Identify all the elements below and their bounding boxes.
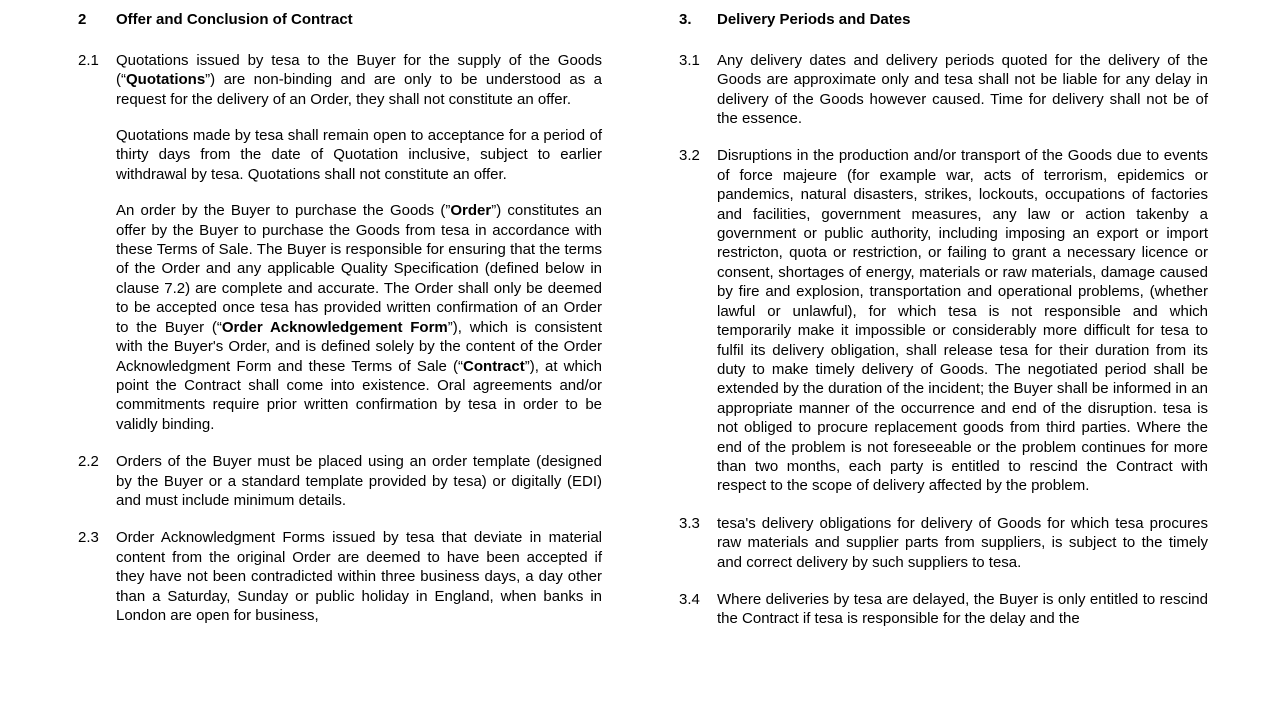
section-heading-3-number: 3. [679, 11, 692, 29]
text-run: Orders of the Buyer must be placed using an order template (designed by the Buyer or a standard template provided by tesa) or digitally (EDI) and must include minimum details. [116, 453, 602, 509]
section-heading-2-title: Offer and Conclusion of Contract [116, 11, 353, 29]
paragraph [717, 514, 1208, 572]
text-run: Disruptions in the production and/or transport of the Goods due to events of force majeure (for example war, acts of terrorism, epidemics or pandemics, natural disasters, strikes, lockouts, occupations of factories and facilities, government measures, any law or action takenby a government or public authority, including imposing an export or import restricton, quota or restriction, or failing to grant a necessary licence or consent, shortages of energy, materials or raw materials, damage caused by fire and explosion, transportation and operational problems, (whether lawful or unlawful), for which tesa is not responsible and which temporarily make it impossible or considerably more difficult for tesa to fulfil its delivery obligation, shall release tesa for their duration from its duty to make timely delivery of Goods. The negotiated period shall be extended by the duration of the incident; the Buyer shall be informed in an appropriate manner of the occurrence and end of the disruption. tesa is not obliged to procure replacement goods from third parties. Where the end of the problem is not foreseeable or the problem continues for more than two months, each party is entitled to rescind the Contract with respect to the scope of delivery affected by the problem. [717, 147, 1208, 495]
section-heading-3-title: Delivery Periods and Dates [717, 11, 911, 29]
clause-2-2-body [116, 452, 602, 510]
clause-2-1 [78, 51, 602, 434]
clause-2-1-body [116, 51, 602, 434]
clause-2-3 [78, 528, 602, 625]
clause-3-2-body [717, 146, 1208, 495]
clause-3-1-body [717, 51, 1208, 129]
clause-3-3-number: 3.3 [679, 514, 700, 532]
clause-3-2 [679, 146, 1208, 495]
text-run: Order Acknowledgment Forms issued by tesa that deviate in material content from the original Order are deemed to have been accepted if they have not been contradicted within three business days, a day other than a Saturday, Sunday or public holiday in England, when banks in London are open for business, [116, 529, 602, 624]
right-text-column [640, 0, 1280, 647]
paragraph [116, 528, 602, 625]
defined-term: Order Acknowledgement Form [221, 318, 448, 336]
text-run: Any delivery dates and delivery periods quoted for the delivery of the Goods are approximate only and tesa shall not be liable for any delay in delivery of the Goods however caused. Time for delivery shall not be of the essence. [717, 51, 1208, 128]
clause-3-1 [679, 51, 1208, 129]
section-heading-3 [679, 10, 1208, 29]
clause-2-2 [78, 452, 602, 510]
text-run: ”) constitutes an offer by the Buyer to purchase the Goods from tesa in accordance with these Terms of Sale. The Buyer is responsible for ensuring that the terms of the Order and any applicable Quality Specification (defined below in clause 7.2) are complete and accurate. The Order shall only be deemed to be accepted once tesa has provided written confirmation of an Order to the Buyer (“ [116, 202, 602, 336]
paragraph [116, 51, 602, 109]
clause-3-4-body [717, 590, 1208, 629]
text-run: Where deliveries by tesa are delayed, the Buyer is only entitled to rescind the Contract if tesa is responsible for the delay and the [717, 590, 1208, 628]
paragraph [717, 146, 1208, 495]
clause-3-3 [679, 514, 1208, 572]
text-run: Quotations issued by tesa to the Buyer for the supply of the Goods (“ [116, 51, 602, 89]
paragraph [717, 51, 1208, 129]
defined-term: Contract [463, 357, 525, 375]
clause-2-1-number: 2.1 [78, 51, 99, 69]
paragraph [116, 201, 602, 434]
clause-3-3-body [717, 514, 1208, 572]
text-run: ”) are non-binding and are only to be understood as a request for the delivery of an Order, they shall not constitute an offer. [116, 71, 602, 108]
clause-3-2-number: 3.2 [679, 147, 700, 165]
paragraph [717, 590, 1208, 629]
clause-2-3-body [116, 528, 602, 625]
text-run: tesa's delivery obligations for delivery of Goods for which tesa procures raw materials and supplier parts from suppliers, is subject to the timely and correct delivery by such suppliers to tesa. [717, 514, 1208, 571]
left-text-column [0, 0, 640, 643]
clause-3-4 [679, 590, 1208, 629]
paragraph [116, 452, 602, 510]
defined-term: Order [450, 202, 492, 220]
defined-term: Quotations [126, 71, 206, 89]
paragraph [116, 126, 602, 184]
clause-2-2-number: 2.2 [78, 453, 99, 471]
clause-2-3-number: 2.3 [78, 529, 99, 547]
section-heading-2-number: 2 [78, 11, 87, 29]
text-run: Quotations made by tesa shall remain open to acceptance for a period of thirty days from the date of Quotation inclusive, subject to earlier withdrawal by tesa. Quotations shall not constitute an offer. [116, 127, 602, 183]
clause-3-4-number: 3.4 [679, 590, 700, 608]
section-heading-2 [78, 10, 602, 29]
text-run: An order by the Buyer to purchase the Goods (” [116, 202, 451, 220]
text-run: ”), which is consistent with the Buyer's Order, and is defined solely by the content of the Order Acknowledgment Form and these Terms of Sale (“ [116, 318, 602, 375]
clause-3-1-number: 3.1 [679, 51, 700, 69]
text-run: ”), at which point the Contract shall come into existence. Oral agreements and/or commitments require prior written confirmation by tesa in order to be validly binding. [116, 357, 603, 433]
